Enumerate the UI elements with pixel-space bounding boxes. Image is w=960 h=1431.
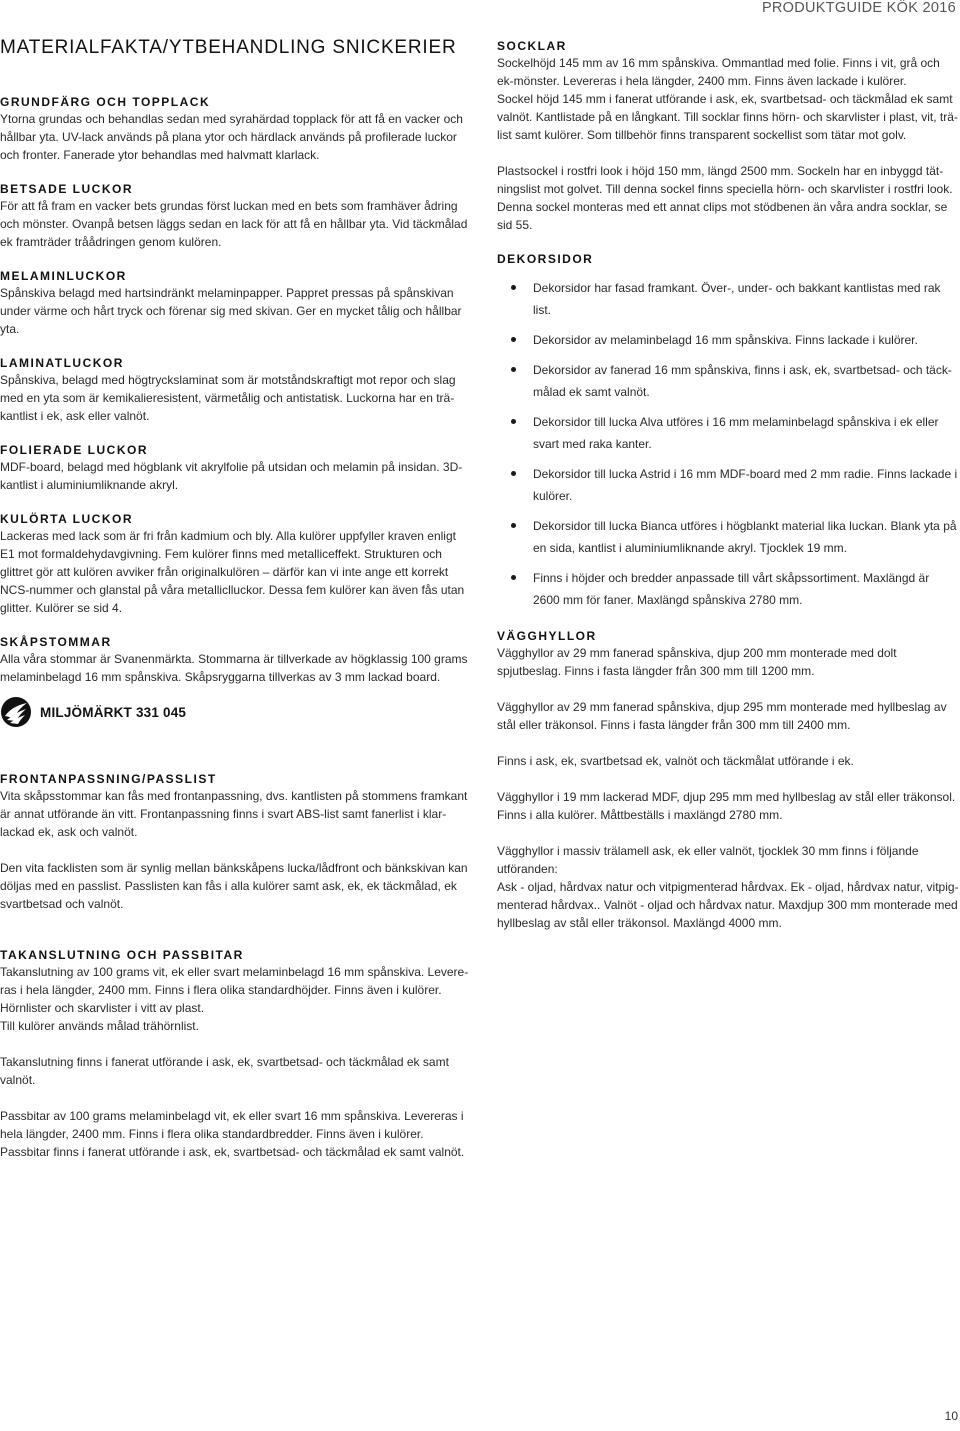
section-heading: KULÖRTA LUCKOR	[0, 512, 133, 526]
section-skapstommar	[0, 635, 468, 728]
section-betsade	[0, 182, 468, 251]
section-text: Takanslutning finns i fanerat utförande i ask, ek, svartbetsad- och täckmålad ek samt valnöt.	[0, 1055, 449, 1087]
section-text: Ask - oljad, hårdvax natur och vitpigmenterad hårdvax. Ek - oljad, hårdvax natur, vitpig-menterad hårdvax.. Valnöt - oljad och hårdvax natur. Maxdjup 300 mm monterade med hyllbeslag av stål eller träkonsol. Maxlängd 4000 mm.	[497, 880, 959, 930]
section-text: Passbitar av 100 grams melaminbelagd vit, ek eller svart 16 mm spånskiva. Levereras i hela längder, 2400 mm. Finns i flera olika standardbredder. Finns även i kulörer.	[0, 1109, 464, 1141]
section-heading: SOCKLAR	[497, 39, 567, 53]
section-melamin	[0, 269, 468, 338]
section-heading: LAMINATLUCKOR	[0, 356, 124, 370]
section-kulorta	[0, 512, 468, 617]
section-text: MDF-board, belagd med högblank vit akrylfolie på utsidan och melamin på insidan. 3D-kantlist i aluminiumliknande akryl.	[0, 460, 463, 492]
section-folierade	[0, 443, 468, 494]
section-text: Spånskiva belagd med hartsindränkt melaminpapper. Pappret pressas på spånskivan under värme och hårt tryck och förenar sig med skivan. Ger en mycket tålig och hållbar yta.	[0, 286, 462, 336]
left-column	[0, 95, 468, 913]
section-text: Lackeras med lack som är fri från kadmium och bly. Alla kulörer uppfyller kraven enligt E1 mot formaldehydavgivning. Fem kulörer finns med metalliceffekt. Strukturen och glittret gör att kulören avviker från originalkulören – därför kan vi inte ange ett korrekt NCS-nummer och glanstal på våra metalliclluckor. Dessa fem kulörer kan även fås utan glitter. Kulörer se sid 4.	[0, 529, 465, 615]
page-number: 10	[944, 1409, 958, 1423]
section-grundfarg	[0, 95, 468, 164]
section-text: Passbitar finns i fanerat utförande i ask, ek, svartbetsad- och täckmålad ek samt valnöt.	[0, 1145, 465, 1159]
swan-ecolabel-icon	[0, 696, 32, 728]
section-text: Vägghyllor av 29 mm fanerad spånskiva, djup 295 mm monterade med hyllbeslag av stål eller träkonsol. Finns i fasta längder från 300 mm till 2400 mm.	[497, 700, 947, 732]
list-item: Dekorsidor till lucka Alva utföres i 16 mm melaminbelagd spånskiva i ek eller svart med raka kanter.	[497, 411, 959, 455]
dekorsidor-list	[497, 277, 959, 611]
section-text: Spånskiva, belagd med högtryckslaminat som är motståndskraftigt mot repor och slag med en yta som är kemikalieresistent, värmetålig och antistatisk. Luckorna har en trä-kantlist i ek, ask eller valnöt.	[0, 373, 456, 423]
section-heading: SKÅPSTOMMAR	[0, 635, 112, 649]
section-text: Hörnlister och skarvlister i vitt av plast.	[0, 1001, 205, 1015]
section-vagghyllor	[497, 629, 959, 932]
section-heading: DEKORSIDOR	[497, 252, 594, 266]
section-text: Vägghyllor i 19 mm lackerad MDF, djup 295 mm med hyllbeslag av stål eller träkonsol. Finns i alla kulörer. Måttbeställs i maxlängd 2780 mm.	[497, 790, 956, 822]
section-text: Den vita facklisten som är synlig mellan bänkskåpens lucka/lådfront och bänkskivan kan döljas med en passlist. Passlisten kan fås i alla kulörer samt ask, ek, ek täckmålad, ek svartbetsad och valnöt.	[0, 861, 468, 911]
section-heading: FOLIERADE LUCKOR	[0, 443, 148, 457]
eco-label	[0, 696, 468, 728]
section-text: Till kulörer används målad trähörnlist.	[0, 1019, 199, 1033]
section-heading: MELAMINLUCKOR	[0, 269, 127, 283]
section-heading: GRUNDFÄRG OCH TOPPLACK	[0, 95, 211, 109]
section-heading: TAKANSLUTNING OCH PASSBITAR	[0, 948, 244, 962]
list-item: Dekorsidor av melaminbelagd 16 mm spånskiva. Finns lackade i kulörer.	[497, 329, 959, 351]
section-heading: VÄGGHYLLOR	[497, 629, 597, 643]
section-heading: FRONTANPASSNING/PASSLIST	[0, 772, 217, 786]
section-text: Ytorna grundas och behandlas sedan med syrahärdad topplack för att få en vacker och hållbar yta. UV-lack används på plana ytor och härdlack används på profilerade luckor och fronter. Fanerade ytor behandlas med halvmatt klarlack.	[0, 112, 463, 162]
section-text: Sockel höjd 145 mm i fanerat utförande i ask, ek, svartbetsad- och täckmålad ek samt valnöt. Kantlistade på en långkant. Till socklar finns hörn- och skarvlister i plast, vit, trä-list samt kulörer. Som tillbehör finns transparent sockellist som tätar mot golv.	[497, 92, 958, 142]
section-socklar	[497, 39, 959, 234]
section-frontanpassning	[0, 772, 468, 913]
section-text: Sockelhöjd 145 mm av 16 mm spånskiva. Ommantlad med folie. Finns i vit, grå och ek-mönster. Levereras i hela längder, 2400 mm. Finns även lackade i kulörer.	[497, 56, 940, 88]
right-column	[497, 39, 959, 932]
list-item: Dekorsidor av fanerad 16 mm spånskiva, finns i ask, ek, svartbetsad- och täck-målad ek samt valnöt.	[497, 359, 959, 403]
section-text: Finns i ask, ek, svartbetsad ek, valnöt och täckmålat utförande i ek.	[497, 754, 854, 768]
section-text: Vägghyllor av 29 mm fanerad spånskiva, djup 200 mm monterade med dolt spjutbeslag. Finns i fasta längder från 300 mm till 1200 mm.	[497, 646, 897, 678]
section-text: För att få fram en vacker bets grundas först luckan med en bets som framhäver ådring och mönster. Ovanpå betsen läggs sedan en lack för att få en hållbar yta. Vid täckmålad ek framträder tråådringen genom kulören.	[0, 199, 468, 249]
section-text: Alla våra stommar är Svanenmärkta. Stommarna är tillverkade av högklassig 100 grams melaminbelagd 16 mm spånskiva. Skåpsryggarna tillverkas av 3 mm lackad board.	[0, 652, 468, 684]
section-text: Takanslutning av 100 grams vit, ek eller svart melaminbelagd 16 mm spånskiva. Levere-ras i hela längder, 2400 mm. Finns i flera olika standardhöjder. Finns även i kulörer.	[0, 965, 469, 997]
bottom-section	[0, 948, 470, 1161]
eco-label-text: MILJÖMÄRKT 331 045	[40, 704, 187, 720]
section-laminat	[0, 356, 468, 425]
list-item: Dekorsidor till lucka Astrid i 16 mm MDF-board med 2 mm radie. Finns lackade i kulörer.	[497, 463, 959, 507]
page-title: MATERIALFAKTA/YTBEHANDLING SNICKERIER	[0, 37, 457, 58]
section-text: Vägghyllor i massiv trälamell ask, ek eller valnöt, tjocklek 30 mm finns i följande utföranden:	[497, 844, 919, 876]
list-item: Dekorsidor till lucka Bianca utföres i högblankt material lika luckan. Blank yta på en sida, kantlist i aluminiumliknande akryl. Tjocklek 19 mm.	[497, 515, 959, 559]
section-text: Plastsockel i rostfri look i höjd 150 mm, längd 2500 mm. Sockeln har en inbyggd tät-ningslist mot golvet. Till denna sockel finns speciella hörn- och skarvlister i rostfri look. Denna sockel monteras med ett annat clips mot stödbenen än våra andra socklar, se sid 55.	[497, 164, 953, 232]
section-dekorsidor	[497, 252, 959, 611]
section-text: Vita skåpsstommar kan fås med frontanpassning, dvs. kantlisten på stommens framkant är annat utförande än vitt. Frontanpassning finns i svart ABS-list samt fanerlist i klar-lackad ek, ask och valnöt.	[0, 789, 468, 839]
section-heading: BETSADE LUCKOR	[0, 182, 134, 196]
section-takanslutning	[0, 948, 470, 1161]
list-item: Finns i höjder och bredder anpassade till vårt skåpssortiment. Maxlängd är 2600 mm för faner. Maxlängd spånskiva 2780 mm.	[497, 567, 959, 611]
guide-header: PRODUKTGUIDE KÖK 2016	[761, 0, 956, 16]
list-item: Dekorsidor har fasad framkant. Över-, under- och bakkant kantlistas med rak list.	[497, 277, 959, 321]
